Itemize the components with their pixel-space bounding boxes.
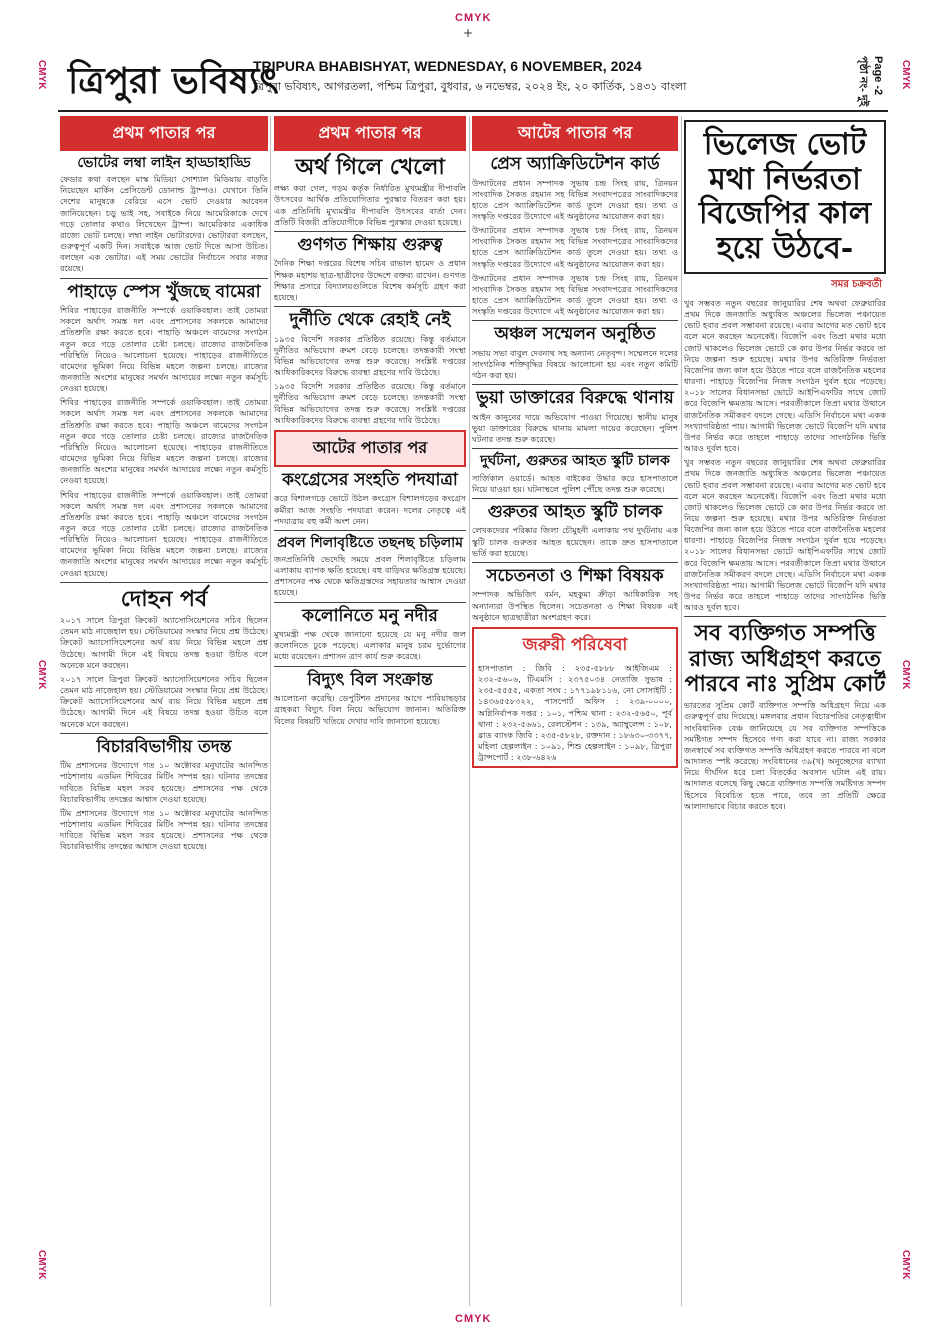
article-text: শিবির পাহাড়ের রাজনীতি সম্পর্কে ওয়াকিবহাল। তাই তোমরা সকলে অর্থাৎ সমস্ত দল এবং প্রশাসনের সকলকে আমাদের প্রতিশ্রুতি রক্ষা করতে হবে। পাহাড়ি অঞ্চলে বামেদের সংগঠন নতুন করে গড়ে তোলার চেষ্টা চলছে। রাজ্যের রাজনৈতিক পরিস্থিতি নিয়েও আলোচনা হয়েছে। পাহাড়ের রাজনীতিতে বামেদের ভূমিকা নিয়ে বিভিন্ন মহলে জল্পনা চলছে। রাজ্যের জনজাতি অংশের মানুষের সমর্থন আদায়ের লক্ষ্যে নতুন কর্মসূচি নেওয়া হয়েছে। [60, 397, 268, 486]
article-text: শিবির পাহাড়ের রাজনীতি সম্পর্কে ওয়াকিবহাল। তাই তোমরা সকলে অর্থাৎ সমস্ত দল এবং প্রশাসনের সকলকে আমাদের প্রতিশ্রুতি রক্ষা করতে হবে। পাহাড়ি অঞ্চলে বামেদের সংগঠন নতুন করে গড়ে তোলার চেষ্টা চলছে। রাজ্যের রাজনৈতিক পরিস্থিতি নিয়েও আলোচনা হয়েছে। পাহাড়ের রাজনীতিতে বামেদের ভূমিকা নিয়ে বিভিন্ন মহলে জল্পনা চলছে। রাজ্যের জনজাতি অংশের মানুষের সমর্থন আদায়ের লক্ষ্যে নতুন কর্মসূচি নেওয়া হয়েছে। [60, 305, 268, 394]
headline: দুর্নীতি থেকে রেহাই নেই [289, 310, 451, 331]
article-text: লক্ষ্য করা গেল, গড়ম কর্তৃক নির্ধারিত মুখ্যমন্ত্রীর দীপাবলি উৎসবের আর্থিক প্রতিযোগিতার পুরস্কার বিতরণ করা হয়। এক প্রতিনিধি মুখ্যমন্ত্রীর দীপাবলি উৎসবের বার্তা দেন। প্রতিটি বিজয়ী প্রতিযোগীকে বিভিন্ন পুরস্কার দেওয়া হয়েছে। [274, 183, 466, 227]
paper-english-line: TRIPURA BHABISHYAT, WEDNESDAY, 6 NOVEMBER, 2024 [253, 58, 642, 74]
headline: ভুয়া ডাক্তারের বিরুদ্ধে থানায় [476, 388, 674, 409]
article-text: করে বিশালগড়ে ভোটে উঠল কংগ্রেস বিশালগড়ের কংগ্রেস কর্মীরা আজ সংহতি পদযাত্রা করেন। দলের নেতৃত্বে এই পদযাত্রায় বহু কর্মী অংশ নেন। [274, 493, 466, 526]
section-banner: প্রথম পাতার পর [60, 116, 268, 151]
column-divider [270, 116, 271, 1306]
article-text: টিম প্রশাসনের উদ্যোগে গত ১০ অক্টোবর মনুঘাটের আনন্দিত পাঠশালায় এডমিন শিবিরের মিটিং সম্পন্ন হয়। ঘটনার তদন্তের দাবিতে বিভিন্ন মহল সরব হয়েছে। প্রশাসনের পক্ষ থেকে বিচারবিভাগীয় তদন্তের আশ্বাস দেওয়া হয়েছে। [60, 807, 268, 852]
article-text: আলোচনা করেছি। ডেপুটিশন প্রদানের আগে পাবিয়াছড়ার গ্রাহকরা বিদ্যুৎ বিল নিয়ে অভিযোগ জানান। অতিরিক্ত বিলের বিষয়টি খতিয়ে দেখার দাবি জানানো হয়েছে। [274, 693, 466, 726]
section-banner: আটের পাতার পর [274, 430, 466, 467]
section-banner: প্রথম পাতার পর [274, 116, 466, 151]
article-text: ১৯৩৫ বিদেশি সরকার প্রতিষ্ঠিত রয়েছে। কিন্তু বর্তমানে দুর্নীতির অভিযোগ ক্রমশ বেড়ে চলেছে। তদন্তকারী সংস্থা বিভিন্ন অভিযোগের তদন্ত শুরু করেছে। সংশ্লিষ্ট দপ্তরের আধিকারিকদের বিরুদ্ধে ব্যবস্থা গ্রহণের দাবি উঠেছে। [274, 381, 466, 425]
byline: সমর চক্রবর্তী [831, 279, 882, 290]
services-list: হাসপাতাল : জিবি : ২৩৫-৫৮৮৮ আইজিএম : ২৩২-৫৬০৬, টিএমসি : ২৩৭৫০৩৪ নেতাজি সুভাষ : ২৩৫-৫৫৫৫, একতা সংঘ : ১৭৭১৯৮১১৬, নো সোসাইটি : ১৪৩৬৫৫৮৩২২, পাসপোর্ট অফিস : ২৩৯-০০০০, অগ্নিনির্বাপক দপ্তর : ১০১, পশ্চিম থানা : ২৩২-৫৬৫০, পূর্ব থানা : ২৩২-৫৬৬১, রেলস্টেশন : ১৩৯, অ্যাম্বুলেন্স : ১০৮, ব্লাড ব্যাংক জিবি : ২৩৫-৫৮২৮, রক্তদান : ১৮৬৩০-৩৩৭৭, মহিলা হেল্পলাইন : ১০৯১, শিশু হেল্পলাইন : ১০৯৮, ত্রিপুরা ট্রান্সপোর্ট : ২৩৮-৬৪২৬ [478, 662, 672, 763]
article-text: সম্পাদক অভিজিৎ বর্মন, মহকুমা ক্রীড়া আধিকারিক সহ অন্যান্যরা উপস্থিত ছিলেন। সচেতনতা ও শিক্ষা বিষয়ক এই অনুষ্ঠানে ছাত্রছাত্রীরা অংশগ্রহণ করে। [472, 589, 678, 622]
article-text: জনপ্রতিনিধি ভেদেছি সময়ে প্রবল শিলাবৃষ্টিতে চড়িলাম এলাকায় ব্যাপক ক্ষতি হয়েছে। বহু বাড়িঘর ক্ষতিগ্রস্ত হয়েছে। প্রশাসনের পক্ষ থেকে ক্ষতিগ্রস্তদের সহায়তার আশ্বাস দেওয়া হয়েছে। [274, 554, 466, 598]
headline: পাহাড়ে স্পেস খুঁজছে বামেরা [67, 281, 261, 302]
services-title: জরুরী পরিষেবা [522, 634, 628, 655]
crosshair-icon: + [463, 26, 474, 40]
headline: দুর্ঘটনা, গুরুতর আহত স্কুটি চালক [480, 453, 670, 470]
column-2 [274, 116, 466, 1306]
article-text: টিম প্রশাসনের উদ্যোগে গত ১০ অক্টোবর মনুঘাটের আনন্দিত পাঠশালায় এডমিন শিবিরের মিটিং সম্পন্ন হয়। ঘটনার তদন্তের দাবিতে বিভিন্ন মহল সরব হয়েছে। প্রশাসনের পক্ষ থেকে বিচারবিভাগীয় তদন্তের আশ্বাস দেওয়া হয়েছে। [60, 760, 268, 804]
article-text: দৈনিক শিক্ষা দপ্তরের বিশেষ সচিব রাভাল হামেদ ও প্রধান শিক্ষক মহাশয় ছাত্র-ছাত্রীদের উদ্দেশে বক্তব্য রাখেন। গুণগত শিক্ষার প্রসারে বিদ্যালয়গুলিতে বিশেষ কর্মসূচি গ্রহণ করা হয়েছে। [274, 258, 466, 302]
emergency-services-box [472, 627, 678, 768]
registration-mark-right-top: CMYK [900, 60, 911, 90]
article-text: ১৯৩৫ বিদেশি সরকার প্রতিষ্ঠিত রয়েছে। কিন্তু বর্তমানে দুর্নীতির অভিযোগ ক্রমশ বেড়ে চলেছে। তদন্তকারী সংস্থা বিভিন্ন অভিযোগের তদন্ত শুরু করেছে। সংশ্লিষ্ট দপ্তরের আধিকারিকদের বিরুদ্ধে ব্যবস্থা গ্রহণের দাবি উঠেছে। [274, 333, 466, 378]
paper-date-line: ত্রিপুরা ভবিষ্যৎ, আগরতলা, পশ্চিম ত্রিপুরা, বুধবার, ৬ নভেম্বর, ২০২৪ ইং, ২০ কার্তিক, ১৪৩১ বাংলা [253, 80, 687, 93]
headline: কলোনিতে মনু নদীর [302, 605, 438, 626]
column-1 [60, 116, 268, 1306]
headline: অর্থ গিলে খেলো [295, 154, 445, 180]
headline: ভোটের লম্বা লাইন হাড্ডাহাড্ডি [77, 155, 251, 171]
registration-mark-bottom: CMYK [455, 1313, 492, 1325]
headline: দোহন পর্ব [120, 585, 208, 612]
article-text: ফেডার কথা বলছেন মাস্ক মিডিয়া সোশ্যাল মিডিয়ায় বাড়তি নিয়েছেন মার্কিন প্রেসিডেন্ট ডোনাল্ড ট্রাম্পও। যেখানে তিনি দেশের মানুষকে বেরিয়ে এসে ভোট দেওয়ার আবেদন জানিয়েছেন। চড়ু ভাই সহ, সবাইকে নিয়ে আমেরিকাকে দেখে গড়ে তোলার কথাও লিখেছেন ট্রাম্প। আমেরিকার একাধিক রাজ্যে ভোট চলছে। লম্বা লাইন ভোটারদের। ভোটাররা বলছেন, গুরুত্বপূর্ণ একটি দিন। সবাইকে আজ ভোট দিতে আসা উচিত। বলছেন এক ভোটার। এই সময় ভোটের নির্বাচনে সবার নজর রয়েছে। [60, 174, 268, 274]
article-text: খুব সম্ভবত নতুন বছরের জানুয়ারির শেষ অথবা ফেব্রুয়ারির প্রথম দিকে জনজাতি অধ্যুষিত অঞ্চলের ভিলেজ পঞ্চায়েত ভোট হবার প্রবল সম্ভাবনা রয়েছে। এবার আগের মত ভোট হবে বলে মনে করছেন অনেকেই। বিজেপি এবং তিপ্রা মথার মধ্যে জোট থাকলেও ভিলেজ ভোটে কে কার উপর নির্ভর করবে তা নিয়ে জল্পনা শুরু হয়েছে। মথার উপর অতিরিক্ত নির্ভরতা বিজেপির জন্য কাল হয়ে উঠতে পারে বলে রাজনৈতিক মহলের ধারণা। পাহাড়ে বিজেপির নিজস্ব সংগঠন দুর্বল হয়ে পড়েছে। ২০১৮ সালের বিধানসভা ভোটে আইপিএফটির সাথে জোট করে বিজেপি ক্ষমতায় আসে। পরবর্তীকালে তিপ্রা মথার উত্থানে রাজনৈতিক সমীকরণ বদলে গেছে। এডিসি নির্বাচনে মথা একক সংখ্যাগরিষ্ঠতা পায়। আগামী ভিলেজ ভোটে বিজেপি যদি মথার উপর নির্ভর করে তাহলে পাহাড়ে তাদের সাংগঠনিক ভিত্তি আরও দুর্বল হবে। [684, 457, 886, 613]
column-divider [469, 116, 470, 1306]
lead-headline: ভিলেজ ভোট মথা নির্ভরতা বিজেপির কাল হয়ে উঠবে- [684, 120, 886, 274]
column-4 [684, 116, 886, 1306]
headline: সচেতনতা ও শিক্ষা বিষয়ক [486, 565, 664, 586]
masthead [58, 50, 888, 112]
article-text: খুব সম্ভবত নতুন বছরের জানুয়ারির শেষ অথবা ফেব্রুয়ারির প্রথম দিকে জনজাতি অধ্যুষিত অঞ্চলের ভিলেজ পঞ্চায়েত ভোট হবার প্রবল সম্ভাবনা রয়েছে। এবার আগের মত ভোট হবে বলে মনে করছেন অনেকেই। বিজেপি এবং তিপ্রা মথার মধ্যে জোট থাকলেও ভিলেজ ভোটে কে কার উপর নির্ভর করবে তা নিয়ে জল্পনা শুরু হয়েছে। মথার উপর অতিরিক্ত নির্ভরতা বিজেপির জন্য কাল হয়ে উঠতে পারে বলে রাজনৈতিক মহলের ধারণা। পাহাড়ে বিজেপির নিজস্ব সংগঠন দুর্বল হয়ে পড়েছে। ২০১৮ সালের বিধানসভা ভোটে আইপিএফটির সাথে জোট করে বিজেপি ক্ষমতায় আসে। পরবর্তীকালে তিপ্রা মথার উত্থানে রাজনৈতিক সমীকরণ বদলে গেছে। এডিসি নির্বাচনে মথা একক সংখ্যাগরিষ্ঠতা পায়। আগামী ভিলেজ ভোটে বিজেপি যদি মথার উপর নির্ভর করে তাহলে পাহাড়ে তাদের সাংগঠনিক ভিত্তি আরও দুর্বল হবে। [684, 298, 886, 454]
article-text: ২০১৭ সালে ত্রিপুরা ক্রিকেট অ্যাসোসিয়েশনের সচিব ছিলেন তেমন মাঠ নাজেহাল হয়। স্টেডিয়ামের সংস্কার নিয়ে প্রশ্ন উঠেছে। ক্রিকেট অ্যাসোসিয়েশনের অর্থ ব্যয় নিয়ে বিভিন্ন মহলে প্রশ্ন উঠেছে। আগামী দিনে এই বিষয়ে তদন্ত হওয়া উচিত বলে অনেকে মনে করছেন। [60, 673, 268, 729]
article-text: ২০১৭ সালে ত্রিপুরা ক্রিকেট অ্যাসোসিয়েশনের সচিব ছিলেন তেমন মাঠ নাজেহাল হয়। স্টেডিয়ামের সংস্কার নিয়ে প্রশ্ন উঠেছে। ক্রিকেট অ্যাসোসিয়েশনের অর্থ ব্যয় নিয়ে বিভিন্ন মহলে প্রশ্ন উঠেছে। আগামী দিনে এই বিষয়ে তদন্ত হওয়া উচিত বলে অনেকে মনে করছেন। [60, 615, 268, 670]
headline: গুণগত শিক্ষায় গুরুত্ব [297, 234, 443, 255]
article-text: শিবির পাহাড়ের রাজনীতি সম্পর্কে ওয়াকিবহাল। তাই তোমরা সকলে অর্থাৎ সমস্ত দল এবং প্রশাসনের সকলকে আমাদের প্রতিশ্রুতি রক্ষা করতে হবে। পাহাড়ি অঞ্চলে বামেদের সংগঠন নতুন করে গড়ে তোলার চেষ্টা চলছে। রাজ্যের রাজনৈতিক পরিস্থিতি নিয়েও আলোচনা হয়েছে। পাহাড়ের রাজনীতিতে বামেদের ভূমিকা নিয়ে বিভিন্ন মহলে জল্পনা চলছে। রাজ্যের জনজাতি অংশের মানুষের সমর্থন আদায়ের লক্ষ্যে নতুন কর্মসূচি নেওয়া হয়েছে। [60, 489, 268, 578]
headline: বিদ্যুৎ বিল সংক্রান্ত [307, 669, 433, 690]
registration-mark-left-bottom: CMYK [36, 1250, 47, 1280]
page-number: Page -2 পৃষ্ঠা নং- দুই [857, 56, 884, 107]
article-text: আইন কানুনের দায়ে অভিযোগ পাওয়া গিয়েছে। স্থানীয় মানুষ ভুয়া ডাক্তারের বিরুদ্ধে থানায় মামলা দায়ের করেছেন। পুলিশ ঘটনার তদন্ত শুরু করেছে। [472, 411, 678, 445]
column-3 [472, 116, 678, 1306]
registration-mark-top: CMYK [455, 12, 492, 24]
headline: গুরুতর আহত স্কুটি চালক [487, 501, 663, 522]
article-text: মুখ্যমন্ত্রী পক্ষ থেকে জানানো হয়েছে যে মনু নদীর জল কলোনিতে ঢুকে পড়েছে। এলাকার মানুষ চরম দুর্ভোগের মধ্যে রয়েছেন। প্রশাসন ত্রাণ কার্য শুরু করেছে। [274, 629, 466, 662]
article-text: ভারতের সুপ্রিম কোর্ট ব্যক্তিগত সম্পত্তি অধিগ্রহণ নিয়ে এক গুরুত্বপূর্ণ রায় দিয়েছে। মঙ্গলবার প্রধান বিচারপতির নেতৃত্বাধীন সাংবিধানিক বেঞ্চ জানিয়েছে যে সব ব্যক্তিগত সম্পত্তিকে সমষ্টিগত সম্পদ হিসেবে গণ্য করা যাবে না। রাজ্য সরকার জনস্বার্থে সব ব্যক্তিগত সম্পত্তি অধিগ্রহণ করতে পারবে না বলে আদালত স্পষ্ট করেছে। সংবিধানের ৩৯(খ) অনুচ্ছেদের ব্যাখ্যা নিয়ে দীর্ঘদিন ধরে চলা বিতর্কের অবসান ঘটাল এই রায়। আদালত বলেছে কিছু ক্ষেত্রে ব্যক্তিগত সম্পত্তি সমষ্টিগত সম্পদ হিসেবে বিবেচিত হতে পারে, তবে তা প্রতিটি ক্ষেত্রে আলাদাভাবে বিচার করতে হবে। [684, 700, 886, 811]
registration-mark-left-mid: CMYK [36, 660, 47, 690]
article-text: সার্জিকাল ওয়ার্ডে। আহত বাইকের উদ্ধার করে হাসপাতালে নিয়ে যাওয়া হয়। ঘটনাস্থলে পুলিশ পৌঁছে তদন্ত শুরু করেছে। [472, 472, 678, 494]
article-text: সভায় সভা বাবুল দেবনাথ সহ অন্যান্য নেতৃবৃন্দ। সম্মেলনে দলের সাংগঠনিক শক্তিবৃদ্ধির বিষয়ে আলোচনা হয় এবং নতুন কমিটি গঠন করা হয়। [472, 347, 678, 381]
article-text: লেখকদেরর পরিষ্কার জিলা চৌমুহনী এলাকায় পথ দুর্ঘটনায় এক স্কুটি চালক গুরুতর আহত হয়েছেন। তাকে দ্রুত হাসপাতালে ভর্তি করা হয়েছে। [472, 525, 678, 558]
section-banner: আটের পাতার পর [472, 116, 678, 151]
registration-mark-right-mid: CMYK [900, 660, 911, 690]
headline: সব ব্যক্তিগত সম্পত্তি রাজ্য অধিগ্রহণ করতে পারবে নাঃ সুপ্রিম কোর্ট [684, 620, 886, 697]
headline: কংগ্রেসের সংহতি পদযাত্রা [282, 469, 458, 490]
column-divider [681, 116, 682, 1306]
headline: প্রবল শিলাবৃষ্টিতে তছনছ চড়িলাম [276, 534, 464, 551]
headline: অঞ্চল সম্মেলন অনুষ্ঠিত [494, 324, 656, 345]
headline: প্রেস অ্যাক্রিডিটেশন কার্ড [490, 154, 660, 174]
article-text: উদ্ঘাটনের প্রধান সম্পাদক সুভাষ চন্দ্র সিংহ রায়, ত্রিনয়ন সাংবাদিক সৈকত রহমান সহ বিভিন্ন সংবাদপত্রের সাংবাদিকদের হাতে প্রেস অ্যাক্রিডিটেশন কার্ড তুলে দেওয়া হয়। তথ্য ও সংস্কৃতি দপ্তরের উদ্যোগে এই অনুষ্ঠানের আয়োজন করা হয়। [472, 225, 678, 269]
article-text: উদ্ঘাটনের প্রধান সম্পাদক সুভাষ চন্দ্র সিংহ রায়, ত্রিনয়ন সাংবাদিক সৈকত রহমান সহ বিভিন্ন সংবাদপত্রের সাংবাদিকদের হাতে প্রেস অ্যাক্রিডিটেশন কার্ড তুলে দেওয়া হয়। তথ্য ও সংস্কৃতি দপ্তরের উদ্যোগে এই অনুষ্ঠানের আয়োজন করা হয়। [472, 177, 678, 222]
headline: বিচারবিভাগীয় তদন্ত [96, 736, 232, 757]
registration-mark-left-top: CMYK [36, 60, 47, 90]
registration-mark-right-bottom: CMYK [900, 1250, 911, 1280]
article-text: উদ্ঘাটনের প্রধান সম্পাদক সুভাষ চন্দ্র সিংহ রায়, ত্রিনয়ন সাংবাদিক সৈকত রহমান সহ বিভিন্ন সংবাদপত্রের সাংবাদিকদের হাতে প্রেস অ্যাক্রিডিটেশন কার্ড তুলে দেওয়া হয়। তথ্য ও সংস্কৃতি দপ্তরের উদ্যোগে এই অনুষ্ঠানের আয়োজন করা হয়। [472, 272, 678, 317]
paper-name: ত্রিপুরা ভবিষ্যৎ [68, 60, 279, 102]
